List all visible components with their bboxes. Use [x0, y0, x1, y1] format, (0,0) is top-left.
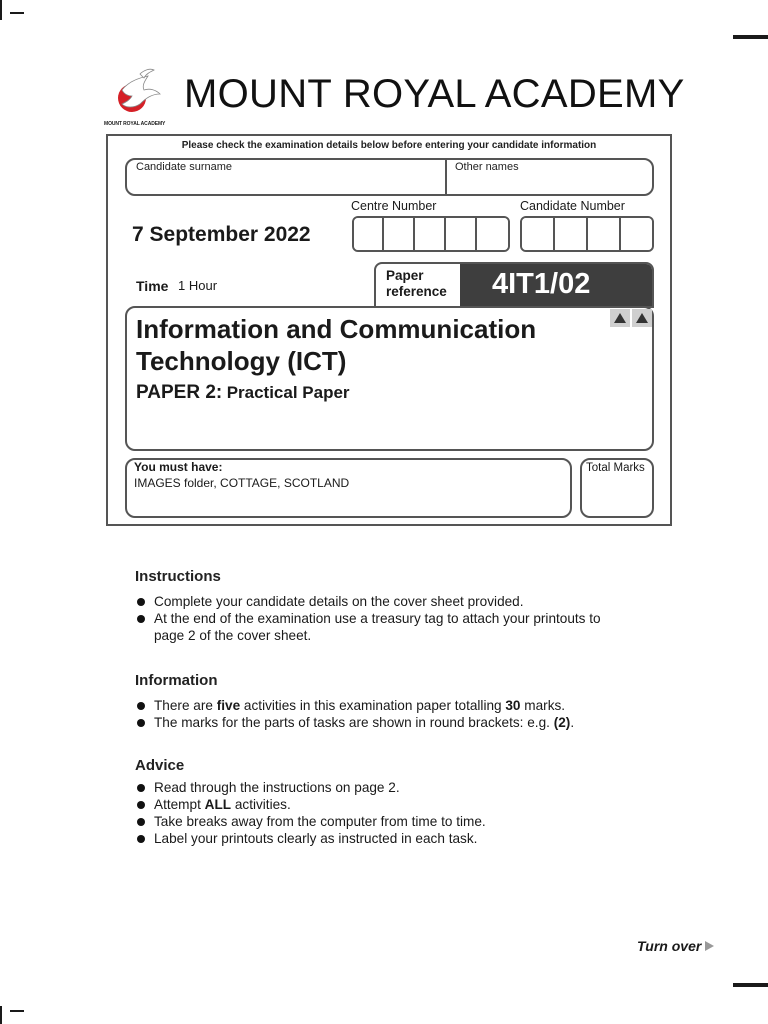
- time-label: Time: [136, 278, 169, 294]
- paper-reference-label-line1: Paper: [386, 268, 424, 283]
- list-item: Read through the instructions on page 2.: [136, 779, 656, 796]
- arrow-button-left[interactable]: [610, 309, 630, 327]
- must-have-items: IMAGES folder, COTTAGE, SCOTLAND: [134, 476, 350, 490]
- instructions-list: [136, 593, 656, 644]
- list-item-text: activities.: [231, 797, 291, 812]
- list-item-text: Attempt: [154, 797, 205, 812]
- advice-heading: Advice: [135, 757, 185, 774]
- information-list: [136, 697, 656, 731]
- list-item-text: marks.: [520, 698, 566, 713]
- paper-name: Practical Paper: [226, 383, 350, 402]
- paper-label: PAPER 2:: [136, 382, 223, 403]
- subject-title: [136, 313, 536, 377]
- name-box-divider: [445, 158, 447, 196]
- centre-digit-box[interactable]: [385, 218, 415, 252]
- paper-title: [136, 382, 350, 404]
- list-item: Take breaks away from the computer from time to time.: [136, 813, 656, 830]
- candidate-number-input[interactable]: [520, 216, 654, 252]
- crop-mark: [733, 983, 768, 987]
- other-names-field[interactable]: Other names: [455, 161, 519, 173]
- paper-reference-label-line2: reference: [386, 284, 447, 299]
- centre-digit-box[interactable]: [354, 218, 384, 252]
- up-triangle-icon: [614, 313, 626, 323]
- list-item-emphasis: ALL: [204, 797, 232, 812]
- list-item-text: activities in this examination paper totalling: [240, 698, 506, 713]
- advice-list: [136, 779, 656, 847]
- list-item-text: The marks for the parts of tasks are shown in round brackets: e.g.: [154, 715, 554, 730]
- crop-mark: [0, 0, 2, 20]
- list-item: [136, 697, 656, 714]
- candidate-digit-box[interactable]: [522, 218, 555, 252]
- information-heading: Information: [135, 672, 218, 689]
- list-item: [136, 796, 656, 813]
- centre-digit-box[interactable]: [447, 218, 477, 252]
- turn-over-label: Turn over: [637, 938, 702, 954]
- list-item: Label your printouts clearly as instructed in each task.: [136, 830, 656, 847]
- crop-mark: [0, 1006, 2, 1024]
- candidate-surname-field[interactable]: Candidate surname: [136, 161, 233, 173]
- list-item-text: There are: [154, 698, 217, 713]
- centre-number-label: Centre Number: [351, 199, 437, 213]
- turn-over-arrow-icon: [705, 941, 714, 951]
- exam-date: 7 September 2022: [132, 223, 311, 246]
- list-item-emphasis: (2): [553, 715, 571, 730]
- subject-title-line2: Technology (ICT): [136, 346, 347, 376]
- dove-logo-icon: [104, 66, 170, 116]
- crop-mark: [10, 12, 24, 14]
- candidate-digit-box[interactable]: [621, 218, 654, 252]
- candidate-digit-box[interactable]: [588, 218, 621, 252]
- crop-mark: [10, 1010, 24, 1012]
- time-value: 1 Hour: [178, 278, 218, 293]
- school-logo: [104, 66, 170, 127]
- logo-caption: MOUNT ROYAL ACADEMY: [104, 121, 166, 127]
- paper-reference-label: [386, 268, 447, 300]
- list-item: Complete your candidate details on the cover sheet provided.: [136, 593, 656, 610]
- candidate-digit-box[interactable]: [555, 218, 588, 252]
- list-item: At the end of the examination use a treasury tag to attach your printouts to page 2 of the cover sheet.: [136, 610, 634, 644]
- list-item-emphasis: five: [216, 698, 241, 713]
- subject-title-line1: Information and Communication: [136, 314, 537, 344]
- candidate-number-label: Candidate Number: [520, 199, 625, 213]
- crop-mark: [733, 35, 768, 39]
- paper-reference-code: 4IT1/02: [492, 268, 591, 300]
- centre-digit-box[interactable]: [416, 218, 446, 252]
- centre-number-input[interactable]: [352, 216, 510, 252]
- must-have-label: You must have:: [134, 460, 223, 474]
- list-item: [136, 714, 656, 731]
- arrow-button-right[interactable]: [632, 309, 652, 327]
- total-marks-label: Total Marks: [586, 462, 645, 474]
- instructions-heading: Instructions: [135, 568, 221, 585]
- list-item-emphasis: 30: [505, 698, 521, 713]
- list-item-text: .: [570, 715, 575, 730]
- up-triangle-icon: [636, 313, 648, 323]
- school-name: MOUNT ROYAL ACADEMY: [184, 72, 685, 116]
- check-notice: Please check the examination details below before entering your candidate information: [181, 140, 597, 151]
- centre-digit-box[interactable]: [478, 218, 508, 252]
